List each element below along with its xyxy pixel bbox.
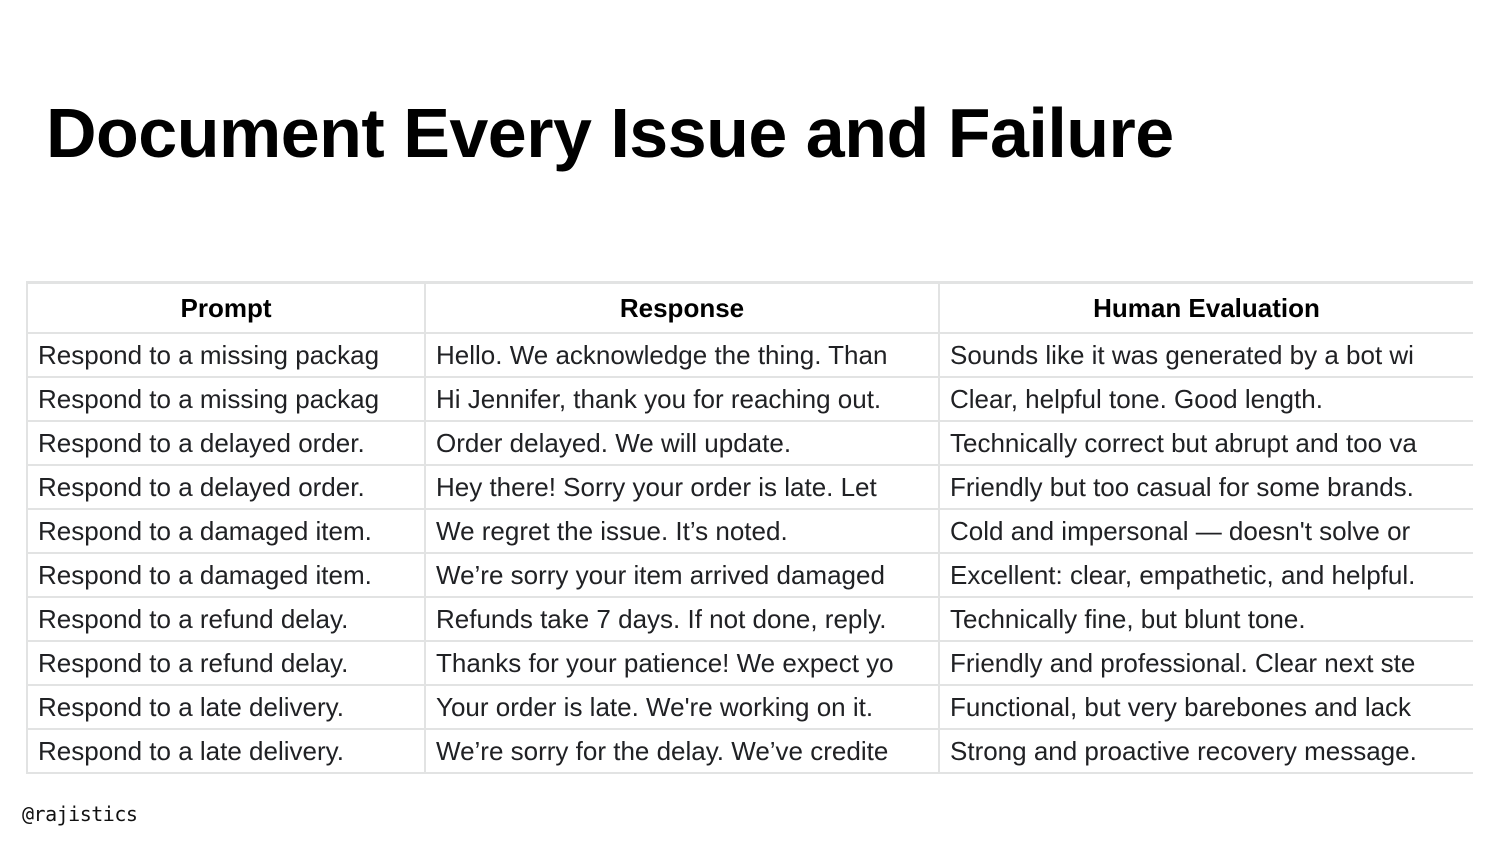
evaluation-cell: Friendly but too casual for some brands.: [939, 465, 1473, 509]
prompt-cell: Respond to a missing packag: [27, 333, 425, 377]
response-cell: Thanks for your patience! We expect yo: [425, 641, 939, 685]
table-row: [27, 553, 1473, 597]
evaluation-cell: Technically fine, but blunt tone.: [939, 597, 1473, 641]
prompt-cell: Respond to a damaged item.: [27, 509, 425, 553]
response-cell: Order delayed. We will update.: [425, 421, 939, 465]
response-cell: We’re sorry for the delay. We’ve credite: [425, 729, 939, 773]
prompt-cell: Respond to a late delivery.: [27, 685, 425, 729]
table-row: [27, 509, 1473, 553]
table-row: [27, 421, 1473, 465]
evaluation-spreadsheet: [26, 281, 1473, 791]
column-header-human-evaluation: Human Evaluation: [939, 283, 1473, 334]
author-handle: @rajistics: [22, 802, 138, 826]
table-row: [27, 465, 1473, 509]
prompt-cell: Respond to a delayed order.: [27, 421, 425, 465]
table-row: [27, 333, 1473, 377]
evaluation-cell: Clear, helpful tone. Good length.: [939, 377, 1473, 421]
response-cell: Your order is late. We're working on it.: [425, 685, 939, 729]
evaluation-cell: Excellent: clear, empathetic, and helpful.: [939, 553, 1473, 597]
prompt-cell: Respond to a missing packag: [27, 377, 425, 421]
response-cell: Hello. We acknowledge the thing. Than: [425, 333, 939, 377]
column-header-response: Response: [425, 283, 939, 334]
header-row: [27, 283, 1473, 334]
prompt-cell: Respond to a refund delay.: [27, 641, 425, 685]
prompt-cell: Respond to a damaged item.: [27, 553, 425, 597]
slide-title: Document Every Issue and Failure: [46, 94, 1174, 172]
response-cell: We regret the issue. It’s noted.: [425, 509, 939, 553]
table-row: [27, 641, 1473, 685]
response-cell: Hi Jennifer, thank you for reaching out.: [425, 377, 939, 421]
prompt-cell: Respond to a delayed order.: [27, 465, 425, 509]
response-cell: We’re sorry your item arrived damaged: [425, 553, 939, 597]
evaluation-cell: Friendly and professional. Clear next ste: [939, 641, 1473, 685]
prompt-cell: Respond to a refund delay.: [27, 597, 425, 641]
response-cell: Hey there! Sorry your order is late. Let: [425, 465, 939, 509]
table-row: [27, 597, 1473, 641]
table-row: [27, 685, 1473, 729]
column-header-prompt: Prompt: [27, 283, 425, 334]
response-cell: Refunds take 7 days. If not done, reply.: [425, 597, 939, 641]
evaluation-cell: Strong and proactive recovery message.: [939, 729, 1473, 773]
table-row: [27, 729, 1473, 773]
prompt-cell: Respond to a late delivery.: [27, 729, 425, 773]
table-row: [27, 377, 1473, 421]
evaluation-cell: Cold and impersonal — doesn't solve or: [939, 509, 1473, 553]
evaluation-table: [26, 281, 1473, 774]
evaluation-cell: Technically correct but abrupt and too va: [939, 421, 1473, 465]
evaluation-cell: Sounds like it was generated by a bot wi: [939, 333, 1473, 377]
evaluation-cell: Functional, but very barebones and lack: [939, 685, 1473, 729]
